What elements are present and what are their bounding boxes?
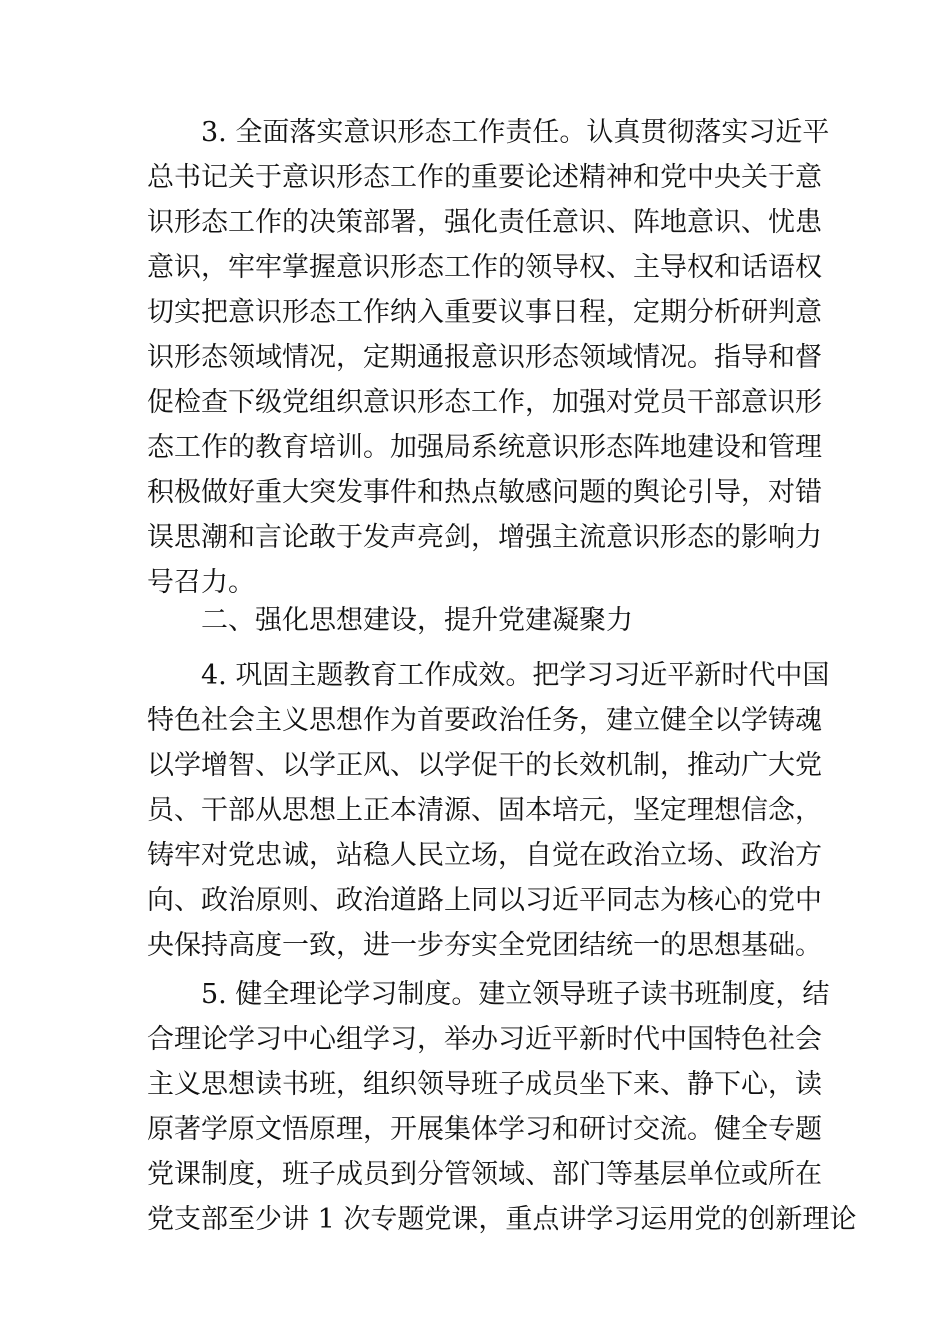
paragraph-line: 党课制度，班子成员到分管领域、部门等基层单位或所在 — [147, 1159, 822, 1190]
paragraph-line: 原著学原文悟原理，开展集体学习和研讨交流。健全专题 — [147, 1114, 822, 1145]
paragraph-line: 切实把意识形态工作纳入重要议事日程，定期分析研判意 — [147, 297, 822, 328]
paragraph-3 — [147, 110, 830, 605]
paragraph-line: 向、政治原则、政治道路上同以习近平同志为核心的党中 — [147, 885, 822, 916]
paragraph-line: 央保持高度一致，进一步夯实全党团结统一的思想基础。 — [147, 930, 822, 961]
section-heading — [147, 598, 807, 643]
paragraph-line: 4. 巩固主题教育工作成效。把学习习近平新时代中国 — [201, 660, 830, 691]
paragraph-line: 员、干部从思想上正本清源、固本培元，坚定理想信念， — [147, 795, 822, 826]
paragraph-line: 3. 全面落实意识形态工作责任。认真贯彻落实习近平 — [201, 117, 830, 148]
paragraph-line: 误思潮和言论敢于发声亮剑，增强主流意识形态的影响力 — [147, 522, 822, 553]
paragraph-line: 积极做好重大突发事件和热点敏感问题的舆论引导，对错 — [147, 477, 822, 508]
paragraph-line: 5. 健全理论学习制度。建立领导班子读书班制度，结 — [201, 979, 830, 1010]
paragraph-line: 以学增智、以学正风、以学促干的长效机制，推动广大党 — [147, 750, 822, 781]
paragraph-line: 促检查下级党组织意识形态工作，加强对党员干部意识形 — [147, 387, 822, 418]
paragraph-line: 主义思想读书班，组织领导班子成员坐下来、静下心，读 — [147, 1069, 822, 1100]
paragraph-5 — [147, 972, 857, 1242]
paragraph-line: 识形态工作的决策部署，强化责任意识、阵地意识、忧患 — [147, 207, 822, 238]
paragraph-4 — [147, 653, 830, 968]
paragraph-line: 铸牢对党忠诚，站稳人民立场，自觉在政治立场、政治方 — [147, 840, 822, 871]
heading-line: 二、强化思想建设，提升党建凝聚力 — [201, 605, 633, 636]
paragraph-line: 特色社会主义思想作为首要政治任务，建立健全以学铸魂 — [147, 705, 822, 736]
paragraph-line: 合理论学习中心组学习，举办习近平新时代中国特色社会 — [147, 1024, 822, 1055]
paragraph-line: 总书记关于意识形态工作的重要论述精神和党中央关于意 — [147, 162, 822, 193]
paragraph-line: 意识，牢牢掌握意识形态工作的领导权、主导权和话语权 — [147, 252, 822, 283]
paragraph-line: 态工作的教育培训。加强局系统意识形态阵地建设和管理 — [147, 432, 822, 463]
paragraph-line: 党支部至少讲 1 次专题党课，重点讲学习运用党的创新理论 — [147, 1204, 857, 1235]
paragraph-line: 识形态领域情况，定期通报意识形态领域情况。指导和督 — [147, 342, 822, 373]
paragraph-line: 号召力。 — [147, 567, 255, 598]
